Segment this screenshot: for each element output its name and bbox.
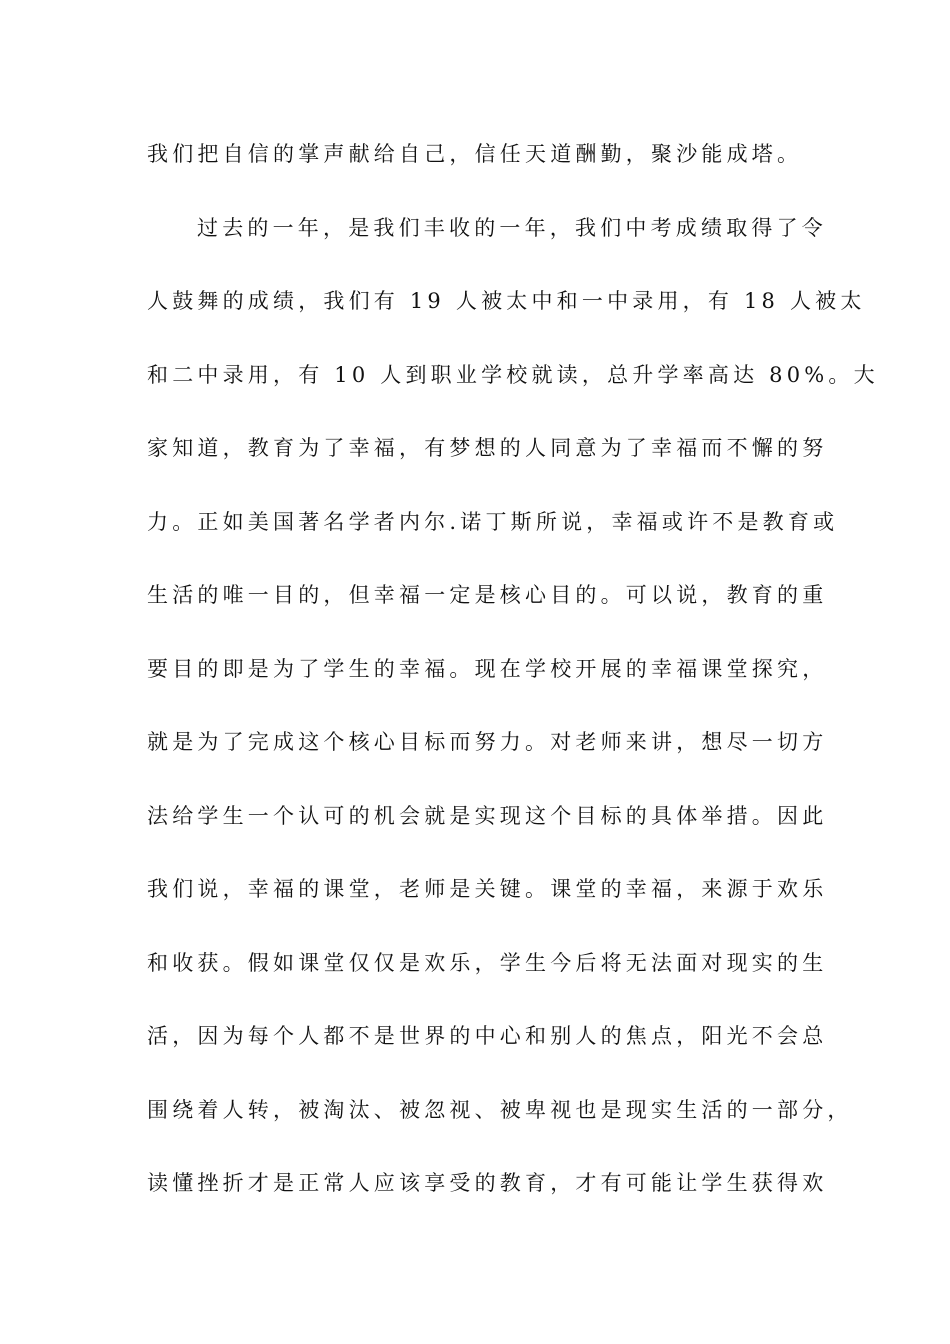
text-line: 读懂挫折才是正常人应该享受的教育，才有可能让学生获得欢 <box>147 1171 828 1195</box>
paragraph-start-line: 过去的一年，是我们丰收的一年，我们中考成绩取得了令 <box>197 215 827 240</box>
text-line: 力。正如美国著名学者内尔.诺丁斯所说，幸福或许不是教育或 <box>147 509 839 534</box>
text-line: 人鼓舞的成绩，我们有 19 人被太中和一中录用，有 18 人被太 <box>147 289 866 313</box>
text-line: 和二中录用，有 10 人到职业学校就读，总升学率高达 80%。大 <box>147 362 879 387</box>
body-text <box>147 130 879 1233</box>
text-line: 活，因为每个人都不是世界的中心和别人的焦点，阳光不会总 <box>147 1024 828 1048</box>
text-line: 家知道，教育为了幸福，有梦想的人同意为了幸福而不懈的努 <box>147 436 828 460</box>
text-line: 法给学生一个认可的机会就是实现这个目标的具体举措。因此 <box>147 803 828 828</box>
text-line: 要目的即是为了学生的幸福。现在学校开展的幸福课堂探究， <box>147 656 828 681</box>
text-line: 就是为了完成这个核心目标而努力。对老师来讲，想尽一切方 <box>147 730 828 754</box>
text-line: 围绕着人转，被淘汰、被忽视、被卑视也是现实生活的一部分， <box>147 1097 853 1122</box>
text-line: 和收获。假如课堂仅仅是欢乐，学生今后将无法面对现实的生 <box>147 950 828 975</box>
text-line: 生活的唯一目的，但幸福一定是核心目的。可以说，教育的重 <box>147 583 828 607</box>
text-line: 我们把自信的掌声献给自己，信任天道酬勤，聚沙能成塔。 <box>147 142 803 166</box>
text-line: 我们说，幸福的课堂，老师是关键。课堂的幸福，来源于欢乐 <box>147 877 828 901</box>
